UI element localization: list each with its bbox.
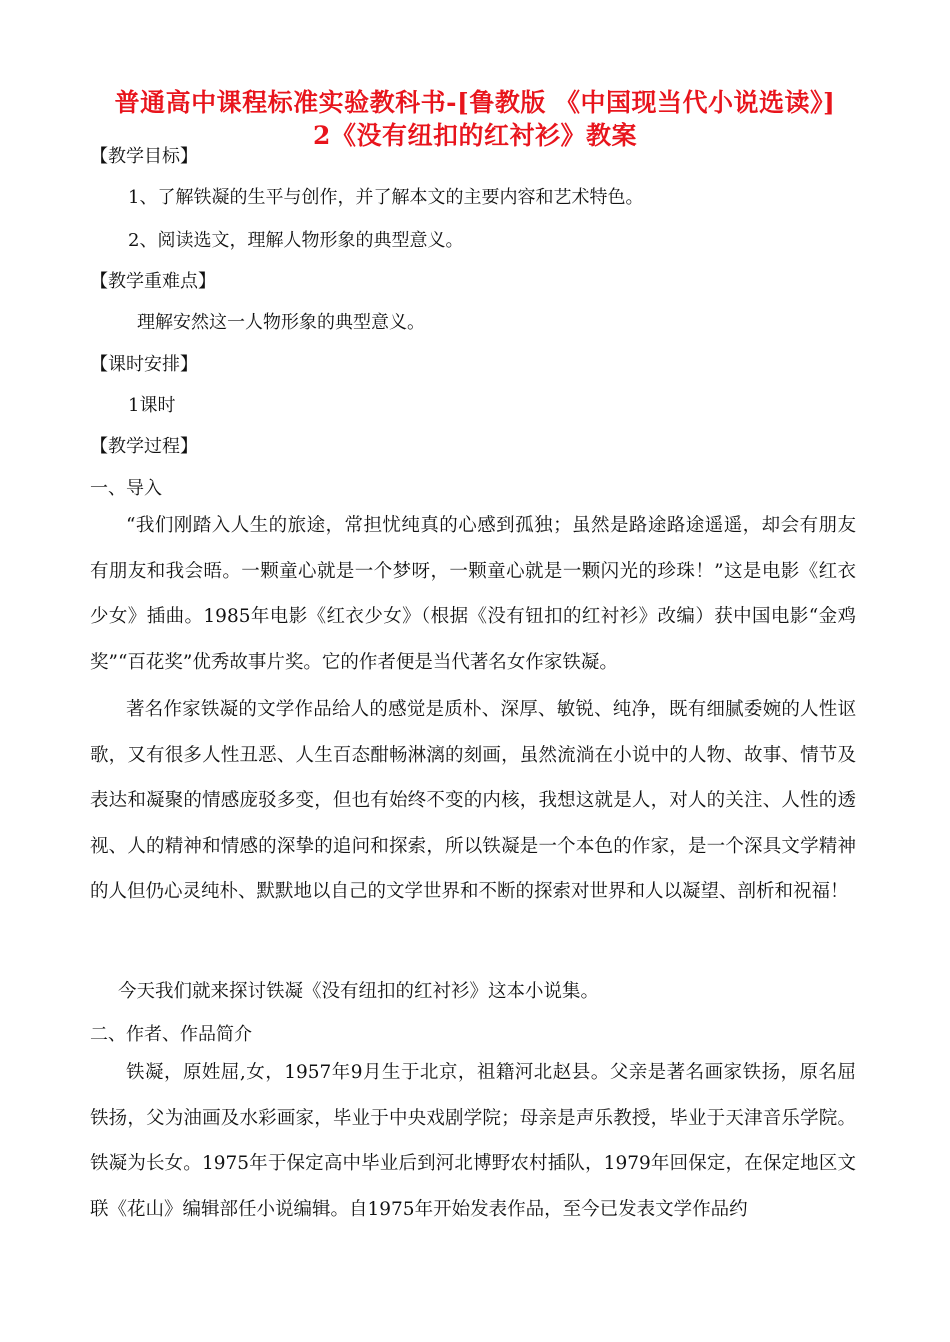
document-title-line-2: 2《没有纽扣的红衬衫》教案 [313, 121, 637, 150]
author-paragraph: 铁凝，原姓屈,女，1957年9月生于北京，祖籍河北赵县。父亲是著名画家铁扬，原名屈铁扬，父为油画及水彩画家，毕业于中央戏剧学院；母亲是声乐教授，毕业于天津音乐学院。铁凝为长女。1975年于保定高中毕业后到河北博野农村插队，1979年回保定，在保定地区文联《花山》编辑部任小说编辑。自1975年开始发表作品，至今已发表文学作品约 [90, 1062, 856, 1220]
intro-paragraph-2: 著名作家铁凝的文学作品给人的感觉是质朴、深厚、敏锐、纯净，既有细腻委婉的人性讴歌，又有很多人性丑恶、人生百态酣畅淋漓的刻画，虽然流淌在小说中的人物、故事、情节及表达和凝聚的情感庞驳多变，但也有始终不变的内核，我想这就是人，对人的关注、人性的透视、人的精神和情感的深挚的追问和探索，所以铁凝是一个本色的作家，是一个深具文学精神的人但仍心灵纯朴、默默地以自己的文学世界和不断的探索对世界和人以凝望、剖析和祝福！ [90, 699, 856, 902]
intro-paragraph-1: “我们刚踏入人生的旅途，常担忧纯真的心感到孤独；虽然是路途路途遥遥，却会有朋友有朋友和我会晤。一颗童心就是一个梦呀，一颗童心就是一颗闪光的珍珠！”这是电影《红衣少女》插曲。1985年电影《红衣少女》（根据《没有钮扣的红衬衫》改编）获中国电影“金鸡奖”“百花奖”优秀故事片奖。它的作者便是当代著名女作家铁凝。 [90, 515, 856, 673]
process-heading: 【教学过程】 [90, 436, 198, 457]
key-points-text: 理解安然这一人物形象的典型意义。 [137, 312, 425, 333]
schedule-heading: 【课时安排】 [90, 354, 198, 375]
objective-1: 1、了解铁凝的生平与创作，并了解本文的主要内容和艺术特色。 [128, 187, 644, 208]
objective-2: 2、阅读选文，理解人物形象的典型意义。 [128, 230, 464, 251]
key-points-heading: 【教学重难点】 [90, 271, 216, 292]
document-title-line-1: 普通高中课程标准实验教科书-[鲁教版 《中国现当代小说选读》] [114, 88, 836, 117]
part1-heading: 一、导入 [90, 478, 162, 499]
schedule-text: 1课时 [128, 395, 176, 416]
part2-heading: 二、作者、作品简介 [90, 1024, 252, 1045]
objectives-heading: 【教学目标】 [90, 146, 198, 167]
intro-paragraph-3: 今天我们就来探讨铁凝《没有纽扣的红衬衫》这本小说集。 [118, 981, 600, 1002]
